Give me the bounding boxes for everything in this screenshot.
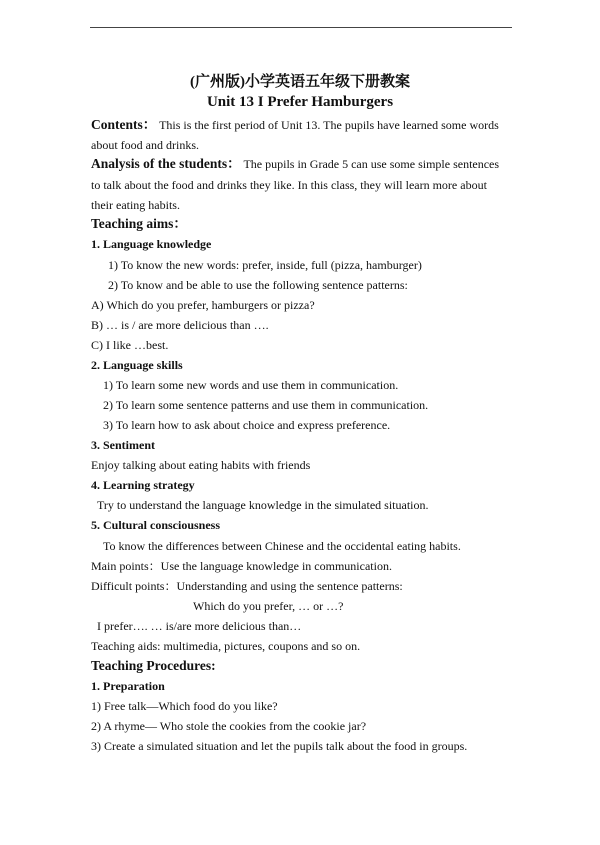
- cultural-consciousness-heading: 5. Cultural consciousness: [91, 518, 221, 532]
- analysis-line-3: their eating habits.: [91, 198, 180, 212]
- lk-pattern-c: C) I like …best.: [91, 338, 169, 352]
- cultural-consciousness-text: To know the differences between Chinese and the occidental eating habits.: [103, 539, 461, 553]
- lk-item-2: 2) To know and be able to use the following sentence patterns:: [108, 278, 408, 292]
- preparation-heading: 1. Preparation: [91, 679, 165, 693]
- learning-strategy-heading: 4. Learning strategy: [91, 478, 195, 492]
- lk-pattern-a: A) Which do you prefer, hamburgers or pizza?: [91, 298, 315, 312]
- contents-line-1: [91, 118, 499, 132]
- lk-pattern-b: B) … is / are more delicious than ….: [91, 318, 269, 332]
- ls-item-3: 3) To learn how to ask about choice and express preference.: [103, 418, 391, 432]
- preparation-item-2: 2) A rhyme— Who stole the cookies from the cookie jar?: [91, 719, 367, 733]
- contents-text: This is the first period of Unit 13. The pupils have learned some words: [159, 118, 499, 132]
- analysis-line-1: [91, 157, 499, 171]
- analysis-label: Analysis of the students：: [91, 156, 241, 171]
- learning-strategy-text: Try to understand the language knowledge in the simulated situation.: [97, 498, 429, 512]
- pattern-line-2: I prefer…. … is/are more delicious than…: [97, 619, 302, 633]
- difficult-points: Difficult points：Understanding and using the sentence patterns:: [91, 579, 403, 593]
- ls-item-2: 2) To learn some sentence patterns and use them in communication.: [103, 398, 429, 412]
- analysis-text: The pupils in Grade 5 can use some simple sentences: [243, 157, 500, 171]
- main-points: Main points：Use the language knowledge in communication.: [91, 559, 392, 573]
- teaching-aims-heading: Teaching aims：: [91, 216, 187, 231]
- analysis-line-2: to talk about the food and drinks they like. In this class, they will learn more about: [91, 178, 487, 192]
- language-skills-heading: 2. Language skills: [91, 358, 183, 372]
- ls-item-1: 1) To learn some new words and use them in communication.: [103, 378, 399, 392]
- pattern-line-1: Which do you prefer, … or …?: [193, 599, 344, 613]
- title-chinese: (广州版)小学英语五年级下册教案: [190, 74, 410, 90]
- top-rule: [90, 27, 512, 28]
- lk-item-1: 1) To know the new words: prefer, inside, full (pizza, hamburger): [108, 258, 422, 272]
- teaching-aids: Teaching aids: multimedia, pictures, coupons and so on.: [91, 639, 361, 653]
- teaching-procedures-heading: Teaching Procedures:: [91, 658, 216, 673]
- sentiment-text: Enjoy talking about eating habits with friends: [91, 458, 311, 472]
- preparation-item-3: 3) Create a simulated situation and let the pupils talk about the food in groups.: [91, 739, 468, 753]
- language-knowledge-heading: 1. Language knowledge: [91, 237, 212, 251]
- contents-line-2: about food and drinks.: [91, 138, 199, 152]
- preparation-item-1: 1) Free talk—Which food do you like?: [91, 699, 278, 713]
- sentiment-heading: 3. Sentiment: [91, 438, 155, 452]
- title-unit: Unit 13 I Prefer Hamburgers: [206, 94, 394, 110]
- contents-label: Contents：: [91, 117, 157, 132]
